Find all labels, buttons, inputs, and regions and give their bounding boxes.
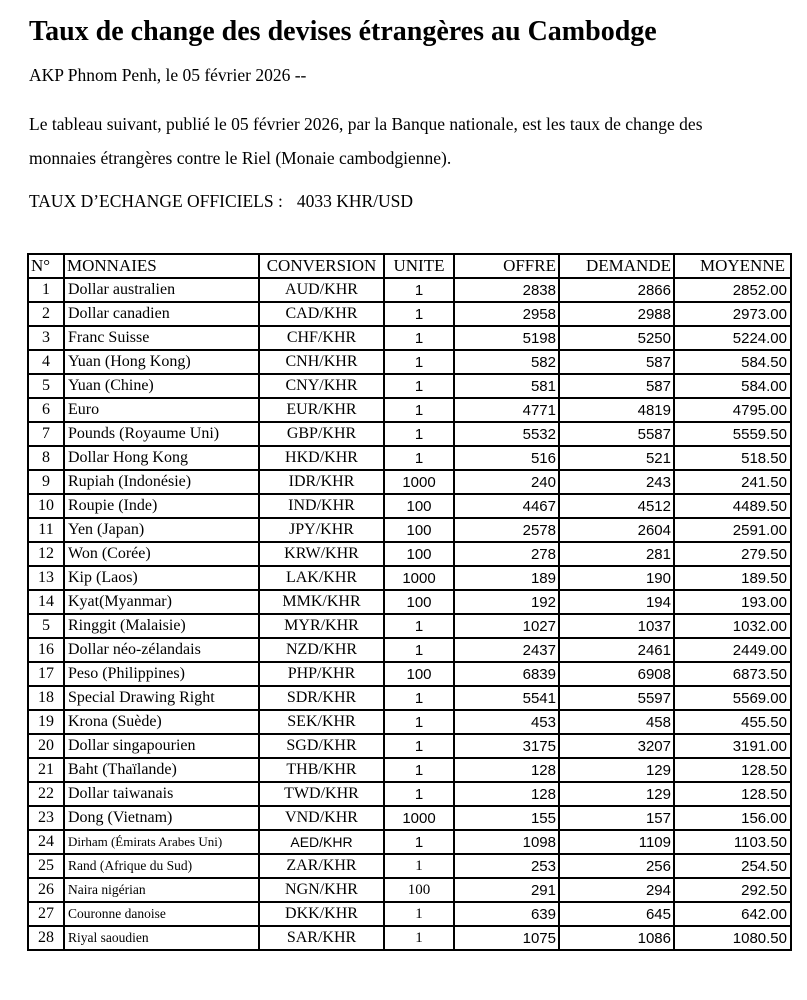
page-title: Taux de change des devises étrangères au Cambodge — [29, 16, 657, 47]
cell-average: 254.50 — [674, 854, 791, 878]
cell-no: 18 — [28, 686, 64, 710]
cell-average: 6873.50 — [674, 662, 791, 686]
table-row — [28, 518, 791, 542]
cell-conversion: IDR/KHR — [259, 470, 384, 494]
cell-average: 1032.00 — [674, 614, 791, 638]
intro-paragraph — [29, 107, 789, 175]
cell-no: 5 — [28, 374, 64, 398]
cell-demand: 129 — [559, 758, 674, 782]
cell-no: 22 — [28, 782, 64, 806]
cell-name: Pounds (Royaume Uni) — [64, 422, 259, 446]
cell-unit: 1 — [384, 302, 454, 326]
cell-conversion: KRW/KHR — [259, 542, 384, 566]
table-row — [28, 854, 791, 878]
cell-no: 20 — [28, 734, 64, 758]
cell-demand: 1109 — [559, 830, 674, 854]
cell-average: 292.50 — [674, 878, 791, 902]
cell-offer: 6839 — [454, 662, 559, 686]
cell-average: 193.00 — [674, 590, 791, 614]
cell-demand: 294 — [559, 878, 674, 902]
cell-offer: 253 — [454, 854, 559, 878]
cell-demand: 1086 — [559, 926, 674, 950]
cell-name: Baht (Thaïlande) — [64, 758, 259, 782]
cell-unit: 100 — [384, 878, 454, 902]
col-header-offre: OFFRE — [454, 254, 559, 278]
table-row — [28, 566, 791, 590]
cell-demand: 2461 — [559, 638, 674, 662]
cell-demand: 458 — [559, 710, 674, 734]
cell-average: 128.50 — [674, 758, 791, 782]
cell-no: 5 — [28, 614, 64, 638]
cell-no: 4 — [28, 350, 64, 374]
cell-name: Rand (Afrique du Sud) — [64, 854, 259, 878]
cell-name: Yuan (Chine) — [64, 374, 259, 398]
cell-unit: 1000 — [384, 470, 454, 494]
cell-demand: 4512 — [559, 494, 674, 518]
table-row — [28, 278, 791, 302]
cell-offer: 582 — [454, 350, 559, 374]
cell-conversion: NGN/KHR — [259, 878, 384, 902]
cell-average: 279.50 — [674, 542, 791, 566]
cell-unit: 1 — [384, 854, 454, 878]
cell-unit: 1 — [384, 926, 454, 950]
cell-unit: 1 — [384, 398, 454, 422]
cell-offer: 1027 — [454, 614, 559, 638]
cell-conversion: AED/KHR — [259, 830, 384, 854]
cell-unit: 1 — [384, 758, 454, 782]
table-row — [28, 494, 791, 518]
cell-conversion: CHF/KHR — [259, 326, 384, 350]
cell-average: 3191.00 — [674, 734, 791, 758]
cell-offer: 2578 — [454, 518, 559, 542]
cell-offer: 128 — [454, 758, 559, 782]
cell-demand: 243 — [559, 470, 674, 494]
cell-no: 12 — [28, 542, 64, 566]
cell-conversion: PHP/KHR — [259, 662, 384, 686]
cell-demand: 157 — [559, 806, 674, 830]
cell-unit: 1 — [384, 614, 454, 638]
cell-demand: 5597 — [559, 686, 674, 710]
cell-name: Dollar taiwanais — [64, 782, 259, 806]
cell-average: 2852.00 — [674, 278, 791, 302]
cell-unit: 1 — [384, 710, 454, 734]
table-row — [28, 446, 791, 470]
cell-name: Dollar canadien — [64, 302, 259, 326]
cell-conversion: LAK/KHR — [259, 566, 384, 590]
cell-conversion: CNH/KHR — [259, 350, 384, 374]
cell-name: Naira nigérian — [64, 878, 259, 902]
col-header-demande: DEMANDE — [559, 254, 674, 278]
cell-name: Franc Suisse — [64, 326, 259, 350]
cell-name: Peso (Philippines) — [64, 662, 259, 686]
table-row — [28, 374, 791, 398]
cell-name: Yen (Japan) — [64, 518, 259, 542]
cell-offer: 5532 — [454, 422, 559, 446]
cell-no: 24 — [28, 830, 64, 854]
cell-demand: 2604 — [559, 518, 674, 542]
cell-demand: 2988 — [559, 302, 674, 326]
cell-no: 26 — [28, 878, 64, 902]
cell-average: 4795.00 — [674, 398, 791, 422]
cell-offer: 192 — [454, 590, 559, 614]
cell-average: 584.50 — [674, 350, 791, 374]
cell-no: 17 — [28, 662, 64, 686]
cell-no: 10 — [28, 494, 64, 518]
cell-demand: 5587 — [559, 422, 674, 446]
cell-offer: 291 — [454, 878, 559, 902]
cell-demand: 190 — [559, 566, 674, 590]
cell-conversion: SDR/KHR — [259, 686, 384, 710]
cell-name: Couronne danoise — [64, 902, 259, 926]
cell-no: 7 — [28, 422, 64, 446]
cell-unit: 1 — [384, 686, 454, 710]
cell-name: Kip (Laos) — [64, 566, 259, 590]
cell-no: 6 — [28, 398, 64, 422]
cell-conversion: MYR/KHR — [259, 614, 384, 638]
cell-average: 5224.00 — [674, 326, 791, 350]
cell-conversion: MMK/KHR — [259, 590, 384, 614]
cell-average: 455.50 — [674, 710, 791, 734]
cell-offer: 581 — [454, 374, 559, 398]
cell-offer: 3175 — [454, 734, 559, 758]
cell-offer: 128 — [454, 782, 559, 806]
col-header-moyenne: MOYENNE — [674, 254, 791, 278]
cell-average: 189.50 — [674, 566, 791, 590]
table-row — [28, 902, 791, 926]
cell-name: Krona (Suède) — [64, 710, 259, 734]
cell-offer: 5541 — [454, 686, 559, 710]
table-row — [28, 590, 791, 614]
col-header-monnaies: MONNAIES — [64, 254, 259, 278]
cell-name: Dollar néo-zélandais — [64, 638, 259, 662]
cell-offer: 4467 — [454, 494, 559, 518]
cell-no: 25 — [28, 854, 64, 878]
cell-average: 518.50 — [674, 446, 791, 470]
cell-unit: 1000 — [384, 806, 454, 830]
cell-no: 11 — [28, 518, 64, 542]
table-row — [28, 398, 791, 422]
table-row — [28, 326, 791, 350]
cell-name: Dollar Hong Kong — [64, 446, 259, 470]
cell-average: 642.00 — [674, 902, 791, 926]
cell-conversion: SAR/KHR — [259, 926, 384, 950]
cell-unit: 100 — [384, 590, 454, 614]
cell-average: 1080.50 — [674, 926, 791, 950]
cell-no: 8 — [28, 446, 64, 470]
cell-name: Riyal saoudien — [64, 926, 259, 950]
cell-offer: 516 — [454, 446, 559, 470]
intro-line-1: Le tableau suivant, publié le 05 février 2026, par la Banque nationale, est les taux de change des — [29, 114, 703, 134]
cell-unit: 1 — [384, 326, 454, 350]
cell-name: Dong (Vietnam) — [64, 806, 259, 830]
cell-unit: 1 — [384, 446, 454, 470]
cell-offer: 278 — [454, 542, 559, 566]
cell-no: 2 — [28, 302, 64, 326]
official-rate-label: TAUX D’ECHANGE OFFICIELS : — [29, 191, 283, 211]
cell-name: Yuan (Hong Kong) — [64, 350, 259, 374]
cell-offer: 453 — [454, 710, 559, 734]
table-row — [28, 734, 791, 758]
cell-name: Euro — [64, 398, 259, 422]
cell-offer: 2437 — [454, 638, 559, 662]
cell-offer: 5198 — [454, 326, 559, 350]
cell-conversion: DKK/KHR — [259, 902, 384, 926]
cell-unit: 100 — [384, 542, 454, 566]
cell-offer: 1098 — [454, 830, 559, 854]
table-row — [28, 758, 791, 782]
cell-name: Kyat(Myanmar) — [64, 590, 259, 614]
table-row — [28, 422, 791, 446]
cell-no: 3 — [28, 326, 64, 350]
cell-demand: 521 — [559, 446, 674, 470]
cell-conversion: GBP/KHR — [259, 422, 384, 446]
cell-name: Won (Corée) — [64, 542, 259, 566]
cell-name: Roupie (Inde) — [64, 494, 259, 518]
cell-average: 2591.00 — [674, 518, 791, 542]
cell-unit: 1 — [384, 350, 454, 374]
cell-conversion: AUD/KHR — [259, 278, 384, 302]
cell-demand: 6908 — [559, 662, 674, 686]
cell-conversion: THB/KHR — [259, 758, 384, 782]
cell-average: 1103.50 — [674, 830, 791, 854]
official-rate-line — [29, 189, 789, 213]
cell-conversion: VND/KHR — [259, 806, 384, 830]
cell-unit: 1 — [384, 830, 454, 854]
table-row — [28, 806, 791, 830]
cell-average: 4489.50 — [674, 494, 791, 518]
cell-conversion: JPY/KHR — [259, 518, 384, 542]
cell-unit: 1000 — [384, 566, 454, 590]
cell-unit: 100 — [384, 518, 454, 542]
cell-unit: 100 — [384, 662, 454, 686]
cell-average: 241.50 — [674, 470, 791, 494]
cell-demand: 129 — [559, 782, 674, 806]
cell-conversion: IND/KHR — [259, 494, 384, 518]
cell-demand: 2866 — [559, 278, 674, 302]
table-row — [28, 710, 791, 734]
cell-name: Dollar singapourien — [64, 734, 259, 758]
cell-demand: 281 — [559, 542, 674, 566]
table-row — [28, 686, 791, 710]
cell-no: 19 — [28, 710, 64, 734]
cell-name: Rupiah (Indonésie) — [64, 470, 259, 494]
cell-average: 2973.00 — [674, 302, 791, 326]
cell-no: 14 — [28, 590, 64, 614]
cell-offer: 155 — [454, 806, 559, 830]
cell-unit: 1 — [384, 374, 454, 398]
cell-conversion: SGD/KHR — [259, 734, 384, 758]
cell-offer: 1075 — [454, 926, 559, 950]
cell-no: 21 — [28, 758, 64, 782]
table-row — [28, 926, 791, 950]
cell-name: Ringgit (Malaisie) — [64, 614, 259, 638]
cell-unit: 100 — [384, 494, 454, 518]
cell-no: 16 — [28, 638, 64, 662]
table-row — [28, 638, 791, 662]
official-rate-value: 4033 KHR/USD — [296, 191, 414, 211]
cell-conversion: EUR/KHR — [259, 398, 384, 422]
cell-unit: 1 — [384, 638, 454, 662]
table-row — [28, 470, 791, 494]
table-row — [28, 614, 791, 638]
cell-conversion: NZD/KHR — [259, 638, 384, 662]
cell-unit: 1 — [384, 278, 454, 302]
cell-average: 128.50 — [674, 782, 791, 806]
exchange-rates-table — [27, 253, 792, 951]
table-header-row — [28, 254, 791, 278]
cell-no: 23 — [28, 806, 64, 830]
cell-no: 28 — [28, 926, 64, 950]
cell-average: 156.00 — [674, 806, 791, 830]
cell-demand: 3207 — [559, 734, 674, 758]
cell-offer: 240 — [454, 470, 559, 494]
cell-average: 5569.00 — [674, 686, 791, 710]
cell-offer: 4771 — [454, 398, 559, 422]
cell-offer: 2838 — [454, 278, 559, 302]
table-row — [28, 830, 791, 854]
table-row — [28, 782, 791, 806]
cell-unit: 1 — [384, 782, 454, 806]
cell-conversion: CAD/KHR — [259, 302, 384, 326]
cell-demand: 587 — [559, 374, 674, 398]
col-header-no: N° — [28, 254, 64, 278]
cell-name: Special Drawing Right — [64, 686, 259, 710]
rates-table-body — [28, 278, 791, 950]
cell-no: 1 — [28, 278, 64, 302]
cell-demand: 256 — [559, 854, 674, 878]
table-row — [28, 302, 791, 326]
cell-average: 5559.50 — [674, 422, 791, 446]
cell-name: Dollar australien — [64, 278, 259, 302]
cell-unit: 1 — [384, 734, 454, 758]
cell-demand: 645 — [559, 902, 674, 926]
table-row — [28, 662, 791, 686]
cell-conversion: TWD/KHR — [259, 782, 384, 806]
cell-no: 13 — [28, 566, 64, 590]
col-header-unite: UNITE — [384, 254, 454, 278]
cell-demand: 5250 — [559, 326, 674, 350]
cell-no: 9 — [28, 470, 64, 494]
cell-unit: 1 — [384, 422, 454, 446]
cell-offer: 2958 — [454, 302, 559, 326]
cell-demand: 587 — [559, 350, 674, 374]
cell-unit: 1 — [384, 902, 454, 926]
cell-conversion: ZAR/KHR — [259, 854, 384, 878]
cell-offer: 189 — [454, 566, 559, 590]
cell-demand: 1037 — [559, 614, 674, 638]
cell-demand: 4819 — [559, 398, 674, 422]
intro-line-2: monnaies étrangères contre le Riel (Monaie cambodgienne). — [29, 148, 452, 168]
table-row — [28, 878, 791, 902]
cell-average: 584.00 — [674, 374, 791, 398]
col-header-conversion: CONVERSION — [259, 254, 384, 278]
cell-demand: 194 — [559, 590, 674, 614]
cell-conversion: SEK/KHR — [259, 710, 384, 734]
cell-name: Dirham (Émirats Arabes Uni) — [64, 830, 259, 854]
table-row — [28, 542, 791, 566]
dateline: AKP Phnom Penh, le 05 février 2026 -- — [29, 65, 307, 85]
cell-offer: 639 — [454, 902, 559, 926]
cell-conversion: HKD/KHR — [259, 446, 384, 470]
cell-average: 2449.00 — [674, 638, 791, 662]
table-row — [28, 350, 791, 374]
cell-no: 27 — [28, 902, 64, 926]
cell-conversion: CNY/KHR — [259, 374, 384, 398]
